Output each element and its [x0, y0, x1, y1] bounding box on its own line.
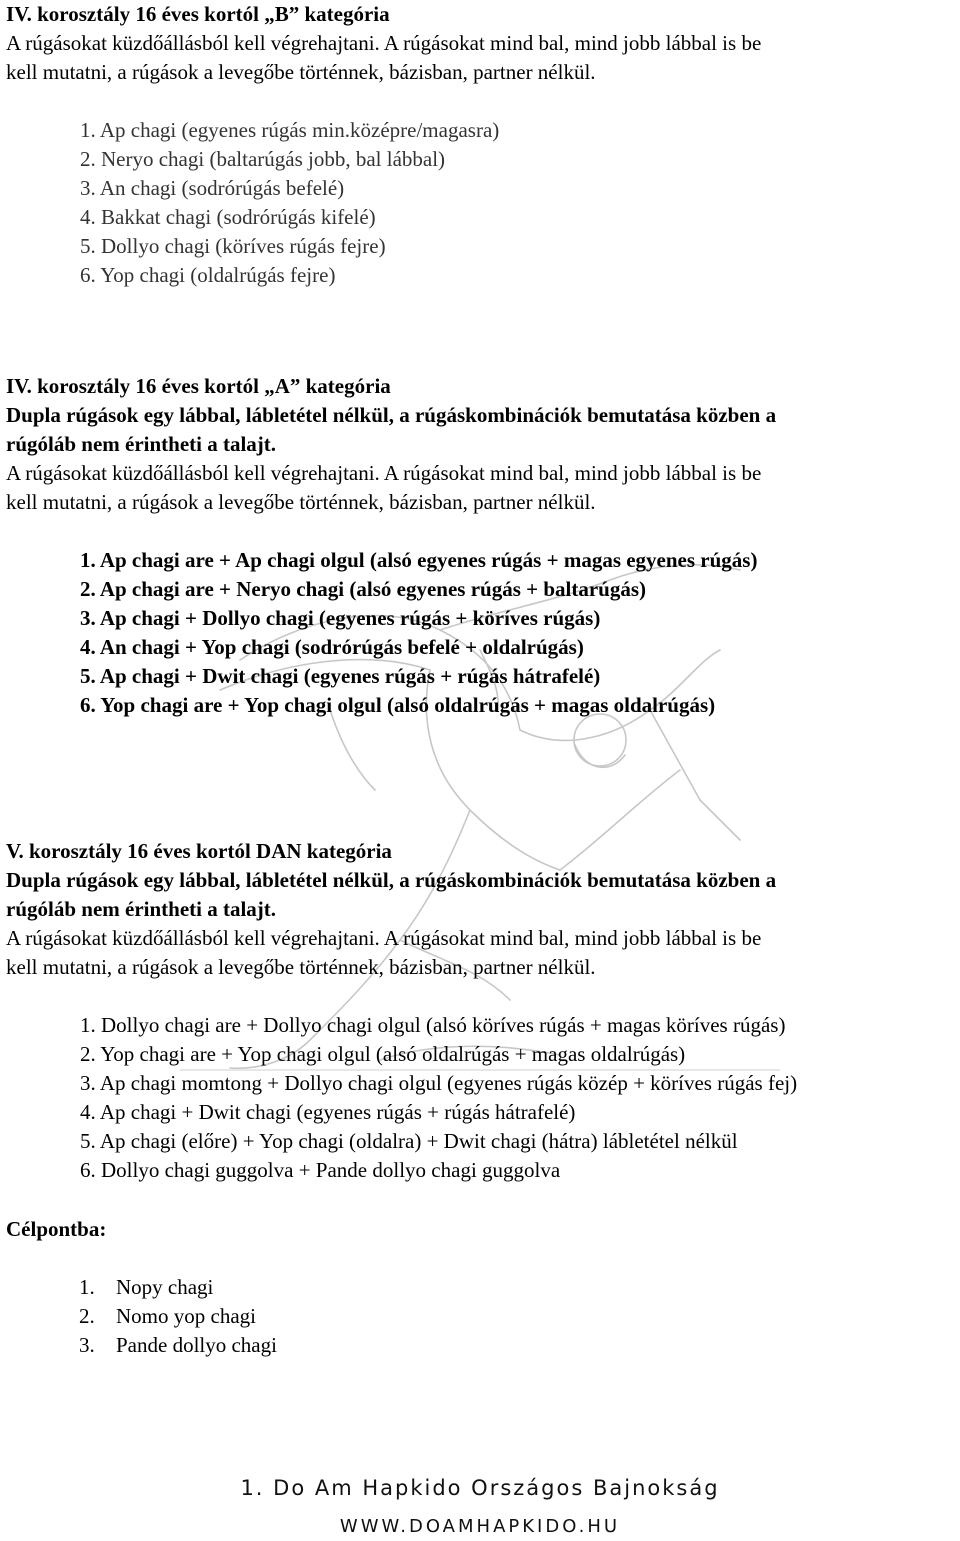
section-v-dan	[6, 837, 951, 1185]
list-item: 1. Ap chagi are + Ap chagi olgul (alsó egyenes rúgás + magas egyenes rúgás)	[80, 548, 758, 572]
list-item: 5. Ap chagi (előre) + Yop chagi (oldalra) + Dwit chagi (hátra) lábletétel nélkül	[80, 1129, 738, 1153]
section-title: V. korosztály 16 éves kortól DAN kategória	[6, 839, 392, 863]
rule-line: rúgóláb nem érintheti a talajt.	[6, 897, 277, 921]
list-item: 2. Yop chagi are + Yop chagi olgul (alsó oldalrúgás + magas oldalrúgás)	[80, 1042, 686, 1066]
list-number: 3.	[79, 1333, 95, 1357]
list-number: 1.	[79, 1275, 95, 1299]
section-iv-a	[6, 372, 951, 720]
paragraph-line: kell mutatni, a rúgások a levegőbe történnek, bázisban, partner nélkül.	[6, 60, 596, 84]
section-target	[6, 1215, 951, 1360]
kick-list	[6, 546, 951, 720]
list-text: Nopy chagi	[116, 1275, 214, 1299]
list-item: 6. Dollyo chagi guggolva + Pande dollyo chagi guggolva	[80, 1158, 561, 1182]
list-item: 6. Yop chagi (oldalrúgás fejre)	[80, 263, 336, 287]
kick-list	[6, 1011, 951, 1185]
list-item	[6, 1331, 951, 1360]
list-item: 4. Ap chagi + Dwit chagi (egyenes rúgás + rúgás hátrafelé)	[80, 1100, 576, 1124]
list-item: 3. Ap chagi + Dollyo chagi (egyenes rúgás + köríves rúgás)	[80, 606, 601, 630]
paragraph-line: kell mutatni, a rúgások a levegőbe történnek, bázisban, partner nélkül.	[6, 955, 596, 979]
list-item: 2. Ap chagi are + Neryo chagi (alsó egyenes rúgás + baltarúgás)	[80, 577, 647, 601]
paragraph-line: A rúgásokat küzdőállásból kell végrehajtani. A rúgásokat mind bal, mind jobb lábbal is be	[6, 926, 762, 950]
list-item: 1. Dollyo chagi are + Dollyo chagi olgul (alsó köríves rúgás + magas köríves rúgás)	[80, 1013, 786, 1037]
section-title: IV. korosztály 16 éves kortól „A” kategória	[6, 374, 391, 398]
list-item: 1. Ap chagi (egyenes rúgás min.középre/magasra)	[80, 118, 500, 142]
footer-title: 1. Do Am Hapkido Országos Bajnokság	[240, 1476, 720, 1500]
section-title: Célpontba:	[6, 1217, 107, 1241]
list-item: 2. Neryo chagi (baltarúgás jobb, bal lábbal)	[80, 147, 446, 171]
list-text: Nomo yop chagi	[116, 1304, 256, 1328]
section-iv-b	[6, 0, 951, 290]
list-item: 6. Yop chagi are + Yop chagi olgul (alsó oldalrúgás + magas oldalrúgás)	[80, 693, 716, 717]
list-item: 5. Ap chagi + Dwit chagi (egyenes rúgás + rúgás hátrafelé)	[80, 664, 601, 688]
paragraph-line: A rúgásokat küzdőállásból kell végrehajtani. A rúgásokat mind bal, mind jobb lábbal is be	[6, 461, 762, 485]
list-item: 5. Dollyo chagi (köríves rúgás fejre)	[80, 234, 386, 258]
paragraph-line: A rúgásokat küzdőállásból kell végrehajtani. A rúgásokat mind bal, mind jobb lábbal is be	[6, 31, 762, 55]
footer-url: WWW.DOAMHAPKIDO.HU	[339, 1516, 621, 1537]
list-item: 4. Bakkat chagi (sodrórúgás kifelé)	[80, 205, 376, 229]
rule-line: Dupla rúgások egy lábbal, lábletétel nélkül, a rúgáskombinációk bemutatása közben a	[6, 403, 777, 427]
target-list	[6, 1273, 951, 1360]
list-item: 3. Ap chagi momtong + Dollyo chagi olgul (egyenes rúgás közép + köríves rúgás fej)	[80, 1071, 798, 1095]
rule-line: Dupla rúgások egy lábbal, lábletétel nélkül, a rúgáskombinációk bemutatása közben a	[6, 868, 777, 892]
rule-line: rúgóláb nem érintheti a talajt.	[6, 432, 277, 456]
paragraph-line: kell mutatni, a rúgások a levegőbe történnek, bázisban, partner nélkül.	[6, 490, 596, 514]
list-item	[6, 1273, 951, 1302]
section-title: IV. korosztály 16 éves kortól „B” kategória	[6, 2, 390, 26]
list-item: 4. An chagi + Yop chagi (sodrórúgás befelé + oldalrúgás)	[80, 635, 584, 659]
list-item: 3. An chagi (sodrórúgás befelé)	[80, 176, 345, 200]
list-text: Pande dollyo chagi	[116, 1333, 277, 1357]
list-number: 2.	[79, 1304, 95, 1328]
kick-list	[6, 116, 951, 290]
list-item	[6, 1302, 951, 1331]
